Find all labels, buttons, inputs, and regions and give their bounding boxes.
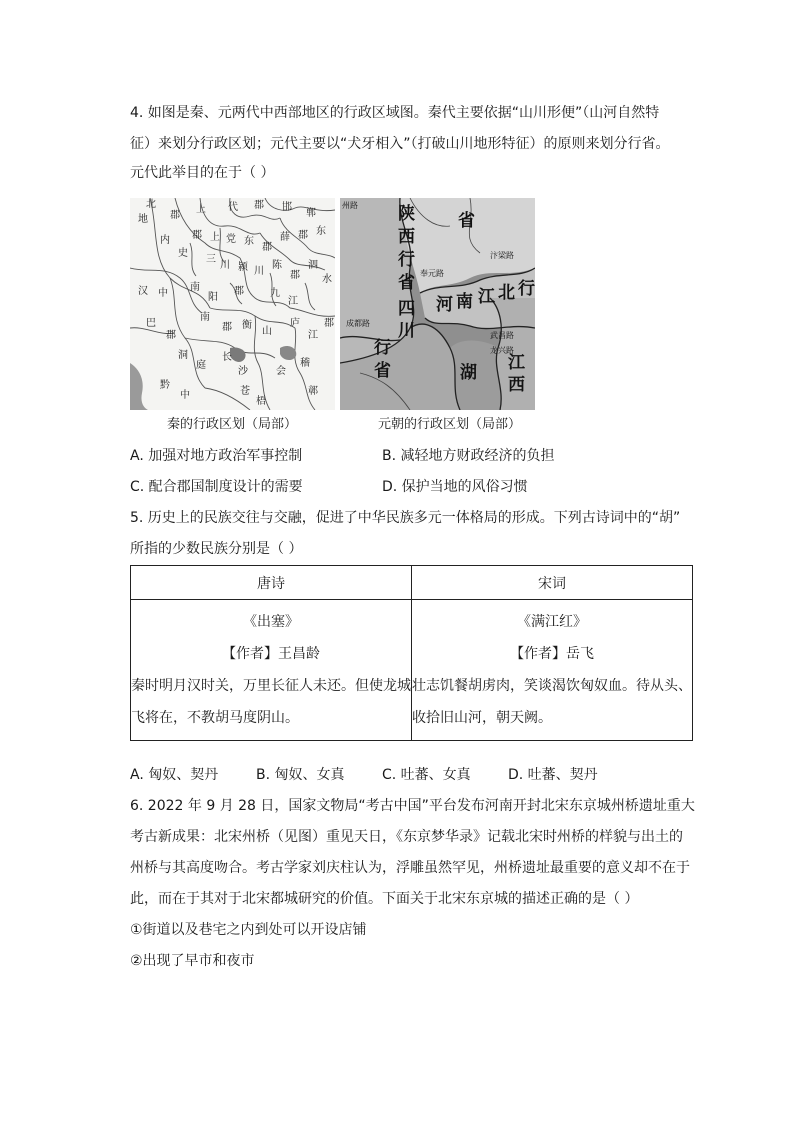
svg-text:巴: 巴 [146,318,156,329]
svg-text:上: 上 [196,204,206,215]
svg-text:泗: 泗 [308,260,318,271]
svg-text:南: 南 [190,282,200,293]
svg-text:江: 江 [288,296,298,307]
svg-text:陕: 陕 [398,204,415,224]
svg-text:川: 川 [220,260,230,271]
svg-text:奉元路: 奉元路 [420,269,444,278]
svg-text:郡: 郡 [298,230,308,241]
svg-text:庐: 庐 [290,318,300,329]
svg-text:郡: 郡 [254,200,264,211]
qin-map-image [130,198,335,410]
svg-text:颍: 颍 [238,262,248,273]
svg-text:行: 行 [518,279,535,299]
svg-text:郡: 郡 [324,318,334,329]
svg-text:黔: 黔 [160,380,170,391]
svg-text:川: 川 [398,321,415,341]
svg-text:西: 西 [398,227,415,247]
yuan-map-caption: 元朝的行政区划（局部） [378,417,522,432]
tang-poem-author: 【作者】王昌龄 [222,646,320,662]
svg-text:州路: 州路 [342,201,358,210]
svg-text:山: 山 [262,326,272,337]
svg-text:郡: 郡 [170,210,180,221]
svg-text:汴梁路: 汴梁路 [490,251,514,260]
svg-text:郡: 郡 [262,242,272,253]
svg-text:陈: 陈 [272,260,282,271]
q6-item-1: ①街道以及巷宅之内到处可以开设店铺 [130,922,367,938]
svg-text:邯: 邯 [282,202,292,213]
q6-stem-line-3: 州桥与其高度吻合。考古学家刘庆柱认为，浮雕虽然罕见，州桥遗址最重要的意义却不在于 [130,860,690,876]
svg-text:南: 南 [456,292,473,312]
q4-stem-line-1: 4. 如图是秦、元两代中西部地区的行政区域图。秦代主要依据“山川形便”（山河自然特 [130,105,660,121]
q4-option-b[interactable]: B. 减轻地方财政经济的负担 [382,448,555,464]
svg-text:会: 会 [276,366,286,377]
svg-text:省: 省 [398,273,415,293]
song-poem-title: 《满江红》 [517,614,587,630]
svg-text:鄣: 鄣 [308,386,318,397]
svg-text:苍: 苍 [240,386,250,397]
svg-text:洞: 洞 [178,350,188,361]
svg-text:稽: 稽 [300,358,310,369]
q5-option-d[interactable]: D. 吐蕃、契丹 [508,767,598,783]
svg-text:行: 行 [398,250,415,270]
q5-stem-line-2: 所指的少数民族分别是（ ） [130,541,303,557]
song-poem-cell [412,600,693,741]
song-poem-text-line-2: 收拾旧山河，朝天阙。 [412,710,552,726]
svg-text:东: 东 [244,236,254,247]
poem-table-header-song: 宋词 [412,566,693,600]
svg-text:四: 四 [398,299,415,319]
tang-poem-cell [131,600,412,741]
svg-text:薛: 薛 [280,232,290,243]
q4-stem-line-2: 征）来划分行政区划；元代主要以“犬牙相入”（打破山川地形特征）的原则来划分行省。 [130,136,670,152]
q6-stem-line-1: 6. 2022 年 9 月 28 日，国家文物局“考古中国”平台发布河南开封北宋东京城州桥遗址重大 [130,798,695,814]
svg-text:郡: 郡 [192,230,202,241]
svg-text:中: 中 [158,288,168,299]
svg-text:郸: 郸 [306,208,316,219]
svg-text:行: 行 [374,338,391,358]
svg-text:川: 川 [254,266,264,277]
q6-stem-line-4: 此，而在于其对于北宋都城研究的价值。下面关于北宋东京城的描述正确的是（ ） [130,891,639,907]
svg-text:河: 河 [436,295,453,315]
svg-text:南: 南 [200,312,210,323]
poem-table-header-tang: 唐诗 [131,566,412,600]
svg-text:湖: 湖 [460,363,477,383]
svg-text:成都路: 成都路 [346,319,370,328]
svg-text:省: 省 [374,361,391,381]
q4-option-a[interactable]: A. 加强对地方政治军事控制 [130,448,303,464]
svg-text:郡: 郡 [222,322,232,333]
svg-text:内: 内 [160,235,170,246]
tang-poem-text-line-2: 飞将在，不教胡马度阴山。 [131,710,299,726]
q6-item-2: ②出现了早市和夜市 [130,953,255,969]
tang-poem-title: 《出塞》 [243,614,299,630]
svg-text:北: 北 [498,283,515,303]
svg-text:史: 史 [178,248,188,259]
svg-text:上: 上 [210,232,220,243]
svg-text:长: 长 [222,352,232,363]
svg-text:庭: 庭 [196,360,206,371]
svg-text:代: 代 [228,202,238,213]
svg-text:水: 水 [322,274,332,285]
yuan-map-image [340,198,535,410]
svg-text:西: 西 [508,375,525,395]
q5-option-a[interactable]: A. 匈奴、契丹 [130,767,219,783]
q4-option-c[interactable]: C. 配合郡国制度设计的需要 [130,479,303,495]
svg-text:阳: 阳 [208,292,218,303]
svg-text:武昌路: 武昌路 [490,331,514,340]
svg-text:郡: 郡 [290,270,300,281]
q4-stem-line-3: 元代此举目的在于（ ） [130,165,275,181]
svg-text:梧: 梧 [256,396,266,407]
svg-text:地: 地 [138,214,148,225]
svg-text:省: 省 [458,211,475,231]
svg-text:东: 东 [316,226,326,237]
q6-stem-line-2: 考古新成果：北宋州桥（见图）重见天日，《东京梦华录》记载北宋时州桥的样貌与出土的 [130,829,683,845]
svg-text:三: 三 [206,254,216,265]
svg-text:江: 江 [508,353,525,373]
svg-text:江: 江 [308,330,318,341]
svg-text:衡: 衡 [242,320,252,331]
q5-option-b[interactable]: B. 匈奴、女真 [256,767,345,783]
svg-text:中: 中 [180,390,190,401]
q5-option-c[interactable]: C. 吐蕃、女真 [382,767,471,783]
song-poem-text-line-1: 壮志饥餐胡虏肉，笑谈渴饮匈奴血。待从头、 [412,678,692,694]
svg-text:汉: 汉 [138,286,148,297]
svg-text:江: 江 [478,287,495,307]
poem-table [130,565,693,741]
svg-text:郡: 郡 [234,286,244,297]
q4-option-d[interactable]: D. 保护当地的风俗习惯 [382,479,528,495]
svg-text:党: 党 [226,234,236,245]
tang-poem-text-line-1: 秦时明月汉时关，万里长征人未还。但使龙城 [131,678,411,694]
svg-text:北: 北 [146,199,156,210]
qin-map-caption: 秦的行政区划（局部） [167,417,298,432]
song-poem-author: 【作者】岳飞 [510,646,594,662]
svg-text:龙兴路: 龙兴路 [490,346,514,355]
svg-text:九: 九 [270,288,280,299]
svg-text:沙: 沙 [238,366,248,377]
svg-text:郡: 郡 [166,330,176,341]
q5-stem-line-1: 5. 历史上的民族交往与交融，促进了中华民族多元一体格局的形成。下列古诗词中的“胡” [130,510,681,526]
